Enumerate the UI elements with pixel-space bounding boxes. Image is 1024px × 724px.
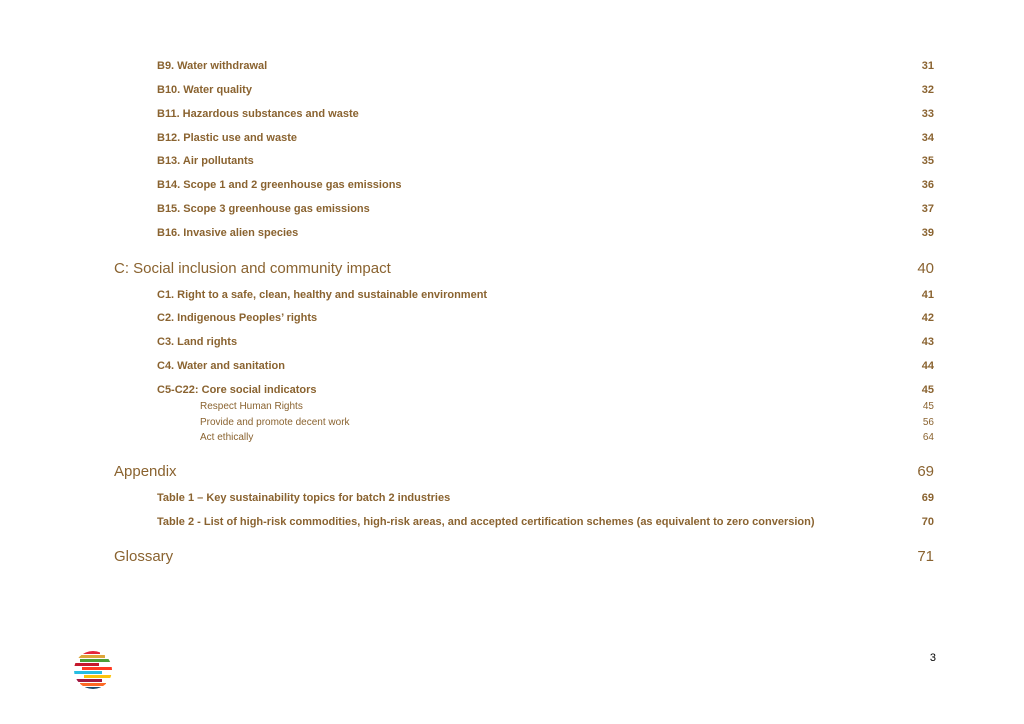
page-number: 3 [929, 652, 936, 664]
toc-section-glossary[interactable] [114, 548, 934, 565]
toc-entry-page: 31 [921, 60, 934, 72]
toc-entry-title: C1. Right to a safe, clean, healthy and sustainable environment [157, 289, 488, 301]
toc-entry-page: 34 [921, 132, 934, 144]
toc-entry-table-1[interactable] [157, 492, 934, 504]
toc-entry-title: B16. Invasive alien species [157, 227, 299, 239]
toc-entry-title: B9. Water withdrawal [157, 60, 268, 72]
toc-entry-b13[interactable] [157, 155, 934, 167]
toc-subentry-page: 45 [922, 401, 934, 412]
toc-entry-page: 35 [921, 155, 934, 167]
toc-entry-title: Table 1 – Key sustainability topics for batch 2 industries [157, 492, 451, 504]
toc-entry-page: 37 [921, 203, 934, 215]
toc-entry-page: 42 [921, 312, 934, 324]
toc-entry-title: B10. Water quality [157, 84, 252, 96]
toc-section-title: Glossary [114, 548, 174, 565]
toc-section-page: 40 [917, 260, 934, 277]
toc-entry-table-2[interactable] [157, 516, 934, 528]
toc-entry-page: 39 [921, 227, 934, 239]
toc-entry-b14[interactable] [157, 179, 934, 191]
toc-entry-title: B12. Plastic use and waste [157, 132, 298, 144]
toc-entry-c2[interactable] [157, 312, 934, 324]
toc-subentry-act-ethically[interactable] [200, 432, 934, 443]
organization-logo-icon [72, 650, 114, 690]
toc-entry-page: 45 [921, 384, 934, 396]
toc-subentry-page: 64 [922, 432, 934, 443]
toc-entry-c4[interactable] [157, 360, 934, 372]
toc-entry-c3[interactable] [157, 336, 934, 348]
toc-entry-page: 36 [921, 179, 934, 191]
toc-entry-c5-c22[interactable] [157, 384, 934, 396]
toc-entry-c1[interactable] [157, 289, 934, 301]
toc-entry-title: C2. Indigenous Peoples’ rights [157, 312, 318, 324]
toc-entry-b16[interactable] [157, 227, 934, 239]
toc-entry-page: 43 [921, 336, 934, 348]
toc-entry-title: Table 2 - List of high-risk commodities, high-risk areas, and accepted certification schemes (as equivalent to zero conversion) [157, 516, 815, 528]
toc-subentry-title: Act ethically [200, 432, 254, 443]
toc-entry-page: 32 [921, 84, 934, 96]
toc-entry-page: 41 [921, 289, 934, 301]
toc-entry-page: 33 [921, 108, 934, 120]
toc-entry-title: B11. Hazardous substances and waste [157, 108, 359, 120]
toc-entry-title: B15. Scope 3 greenhouse gas emissions [157, 203, 370, 215]
toc-entry-page: 69 [921, 492, 934, 504]
toc-section-page: 71 [917, 548, 934, 565]
toc-subentry-decent-work[interactable] [200, 417, 934, 428]
toc-entry-page: 70 [921, 516, 934, 528]
toc-subentry-title: Respect Human Rights [200, 401, 303, 412]
toc-section-title: Appendix [114, 463, 177, 480]
toc-section-c[interactable] [114, 260, 934, 277]
toc-entry-b11[interactable] [157, 108, 934, 120]
toc-subentry-title: Provide and promote decent work [200, 417, 350, 428]
toc-entry-b15[interactable] [157, 203, 934, 215]
toc-entry-title: C4. Water and sanitation [157, 360, 285, 372]
toc-subentry-page: 56 [922, 417, 934, 428]
toc-entry-b9[interactable] [157, 60, 934, 72]
toc-entry-b12[interactable] [157, 132, 934, 144]
toc-entry-page: 44 [921, 360, 934, 372]
toc-section-title: C: Social inclusion and community impact [114, 260, 391, 277]
toc-entry-title: C5-C22: Core social indicators [157, 384, 317, 396]
toc-entry-title: B13. Air pollutants [157, 155, 254, 167]
toc-section-page: 69 [917, 463, 934, 480]
toc-subentry-respect-human-rights[interactable] [200, 401, 934, 412]
toc-entry-b10[interactable] [157, 84, 934, 96]
toc-entry-title: C3. Land rights [157, 336, 238, 348]
toc-entry-title: B14. Scope 1 and 2 greenhouse gas emissions [157, 179, 402, 191]
toc-section-appendix[interactable] [114, 463, 934, 480]
